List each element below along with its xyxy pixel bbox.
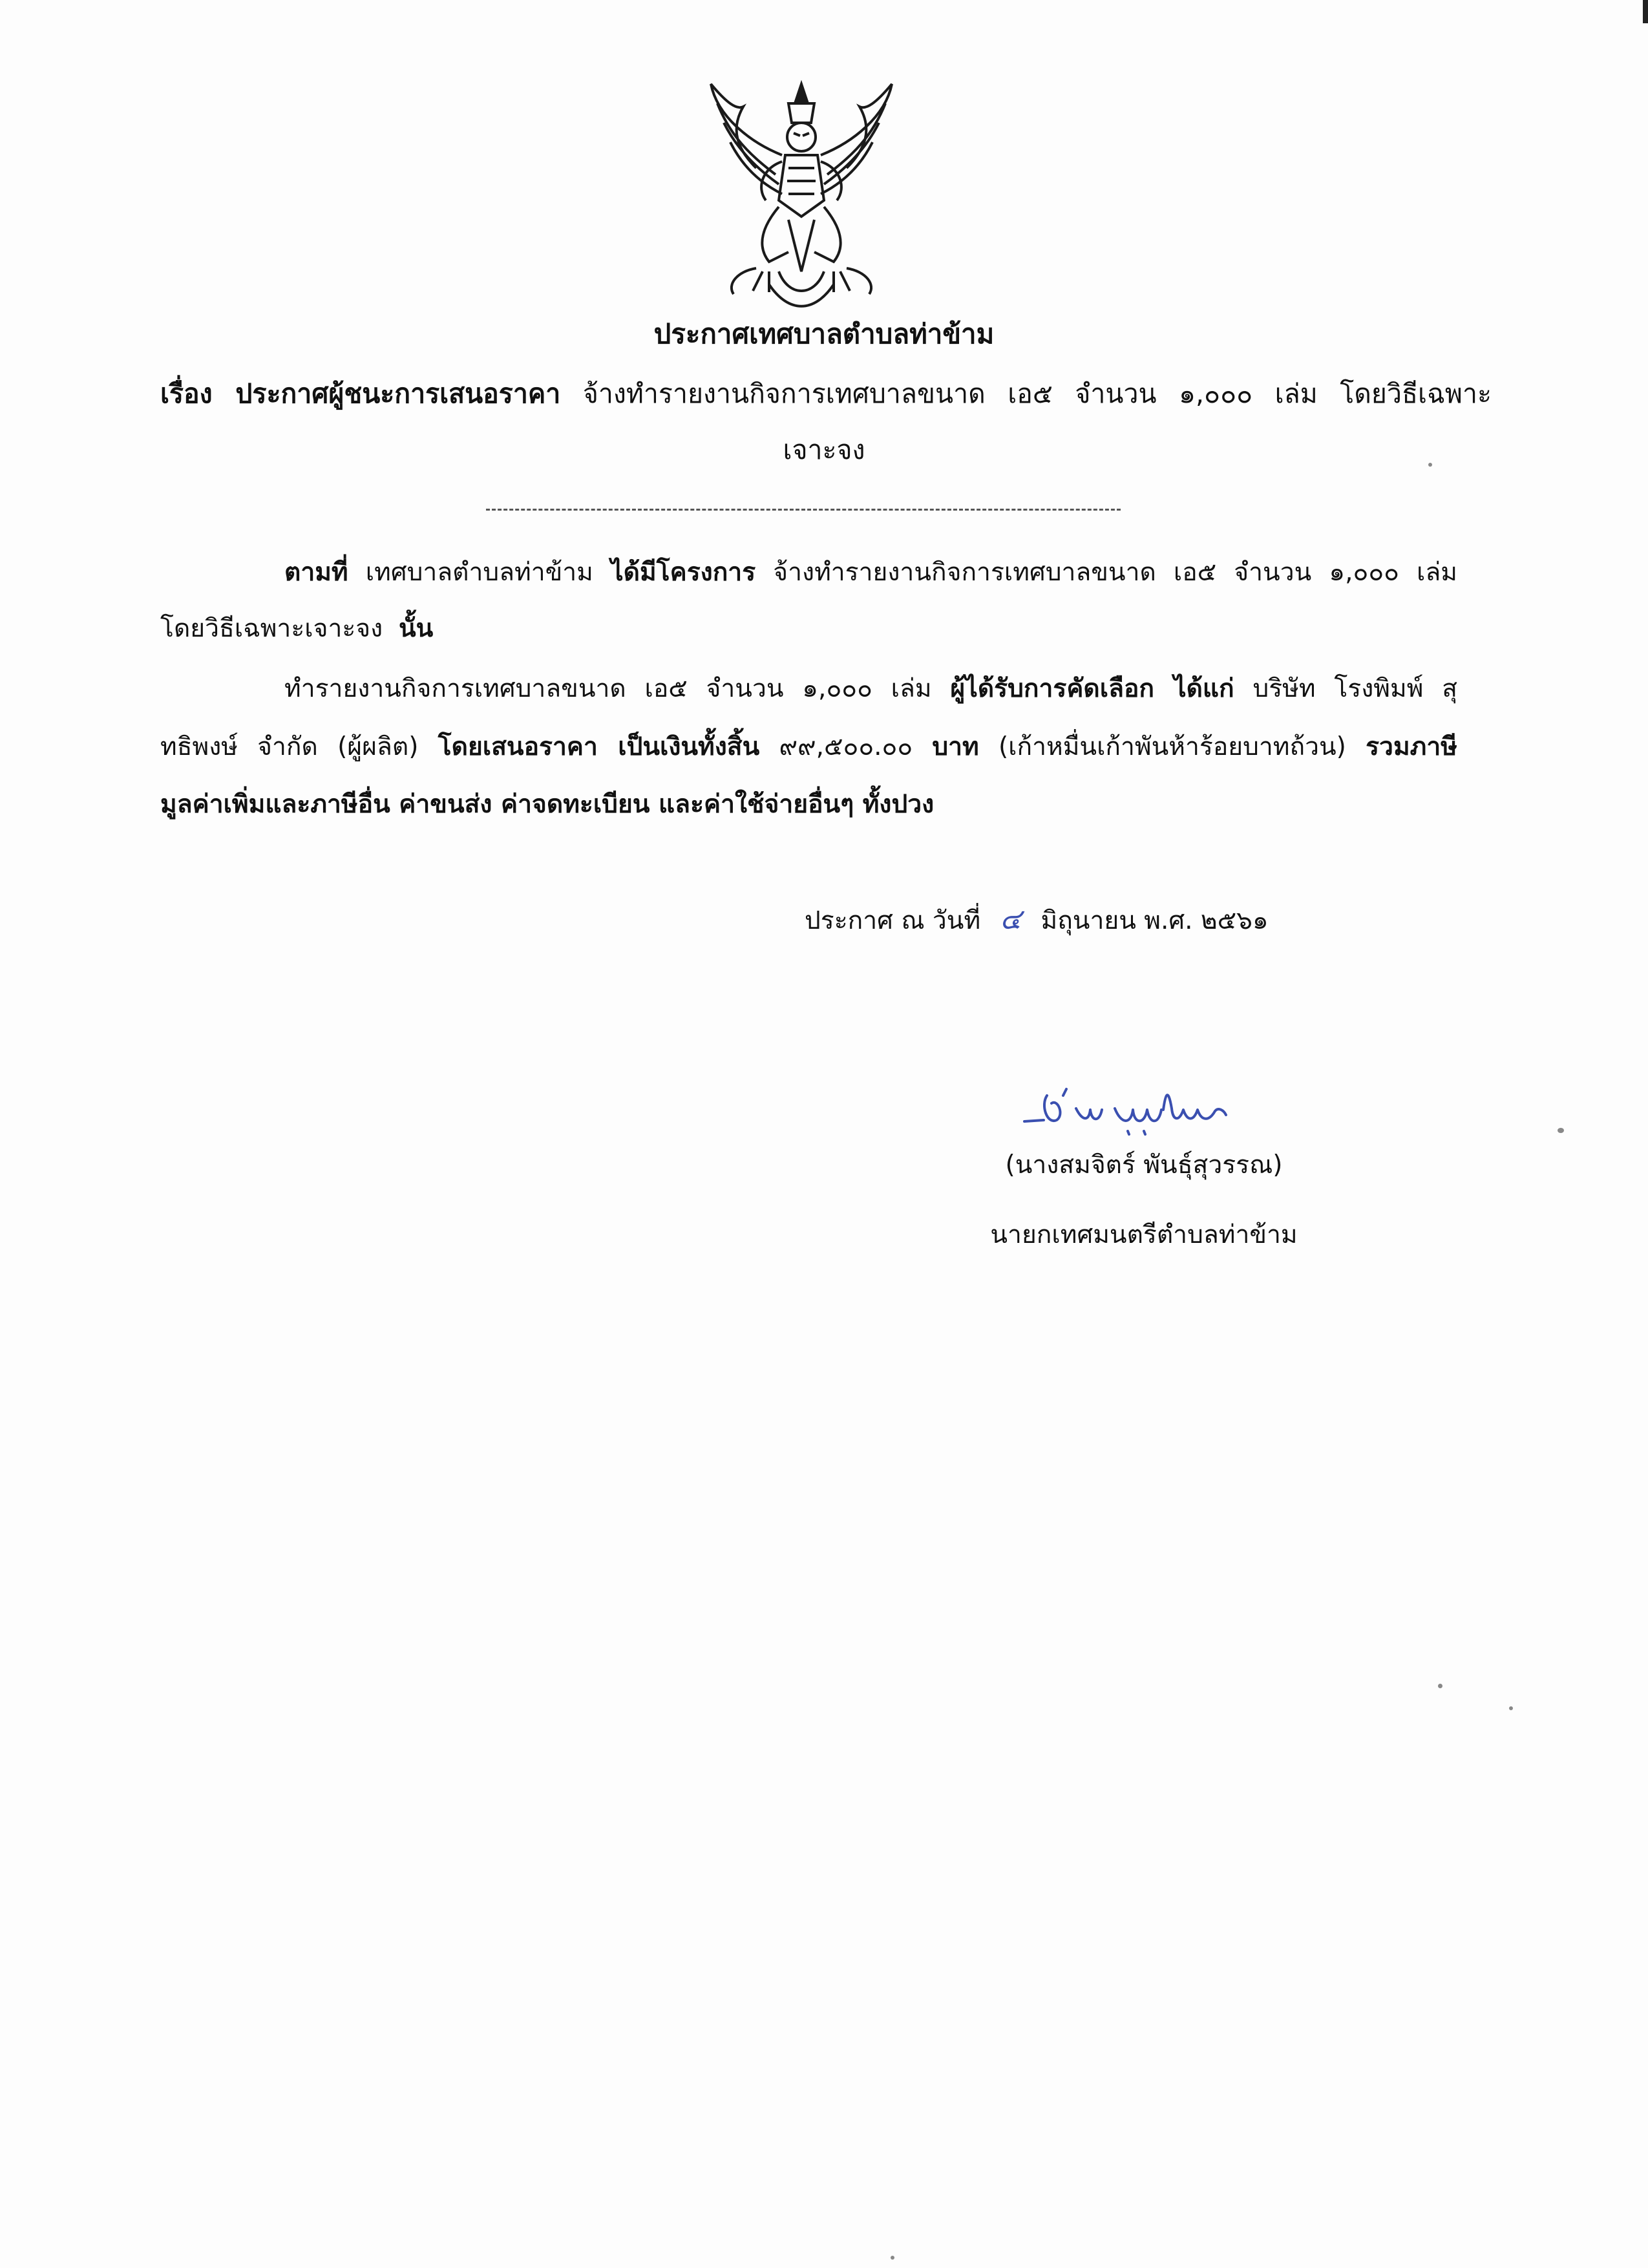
signer-name: (นางสมจิตร์ พันธุ์สุวรรณ) xyxy=(1005,1150,1283,1180)
paragraph-1-line-2 xyxy=(160,614,433,644)
para1-end: นั้น xyxy=(399,614,434,643)
paragraph-2-line-1 xyxy=(284,674,1457,705)
scan-speck xyxy=(1558,1128,1564,1133)
subject-text: จ้างทำรายงานกิจการเทศบาลขนาด เอ๕ จำนวน ๑,๐๐๐ เล่ม โดยวิธีเฉพาะ xyxy=(582,378,1492,409)
para1-municipality: เทศบาลตำบลท่าข้าม xyxy=(365,558,593,587)
dashed-divider xyxy=(486,509,1121,511)
para2-item: ทำรายงานกิจการเทศบาลขนาด เอ๕ จำนวน ๑,๐๐๐ เล่ม xyxy=(284,674,932,703)
para2-amount-words: (เก้าหมื่นเก้าพันห้าร้อยบาทถ้วน) xyxy=(998,732,1346,761)
subject-line xyxy=(160,378,1492,410)
date-prefix: ประกาศ ณ วันที่ xyxy=(805,906,981,935)
garuda-emblem-icon xyxy=(692,78,911,317)
scan-edge-mark xyxy=(1643,0,1648,23)
para2-selected-label: ผู้ได้รับการคัดเลือก ได้แก่ xyxy=(950,674,1234,703)
signer-position: นายกเทศมนตรีตำบลท่าข้าม xyxy=(990,1220,1298,1249)
scan-speck xyxy=(1438,1684,1442,1688)
scan-speck xyxy=(891,2256,894,2260)
para1-lead: ตามที่ xyxy=(284,558,348,587)
paragraph-2-line-3: มูลค่าเพิ่มและภาษีอื่น ค่าขนส่ง ค่าจดทะเบียน และค่าใช้จ่ายอื่นๆ ทั้งปวง xyxy=(160,790,935,819)
date-day-handwritten: ๔ xyxy=(1000,903,1022,936)
date-month-year: มิถุนายน พ.ศ. ๒๕๖๑ xyxy=(1041,906,1269,935)
paragraph-2-line-2 xyxy=(160,732,1457,763)
subject-label: เรื่อง ประกาศผู้ชนะการเสนอราคา xyxy=(160,378,561,409)
para1-project-text: จ้างทำรายงานกิจการเทศบาลขนาด เอ๕ จำนวน ๑,๐๐๐ เล่ม xyxy=(773,558,1457,587)
paragraph-1-line-1 xyxy=(284,558,1457,588)
para2-company-start: บริษัท โรงพิมพ์ สุ xyxy=(1252,674,1457,703)
para1-method: โดยวิธีเฉพาะเจาะจง xyxy=(160,614,383,643)
announcement-title: ประกาศเทศบาลตำบลท่าข้าม xyxy=(653,318,995,350)
subject-line-continued: เจาะจง xyxy=(783,434,865,465)
handwritten-signature xyxy=(1018,1070,1231,1147)
para2-amount: ๙๙,๕๐๐.๐๐ xyxy=(779,732,913,761)
para1-project-label: ได้มีโครงการ xyxy=(611,558,756,587)
para2-company-end: ทธิพงษ์ จำกัด (ผู้ผลิต) xyxy=(160,732,419,761)
para2-currency: บาท xyxy=(932,732,979,761)
para2-tax-start: รวมภาษี xyxy=(1366,732,1457,761)
scan-speck xyxy=(1428,463,1432,467)
announcement-date xyxy=(805,903,1269,937)
para2-price-label: โดยเสนอราคา เป็นเงินทั้งสิ้น xyxy=(438,732,760,761)
scan-speck xyxy=(1509,1706,1513,1710)
